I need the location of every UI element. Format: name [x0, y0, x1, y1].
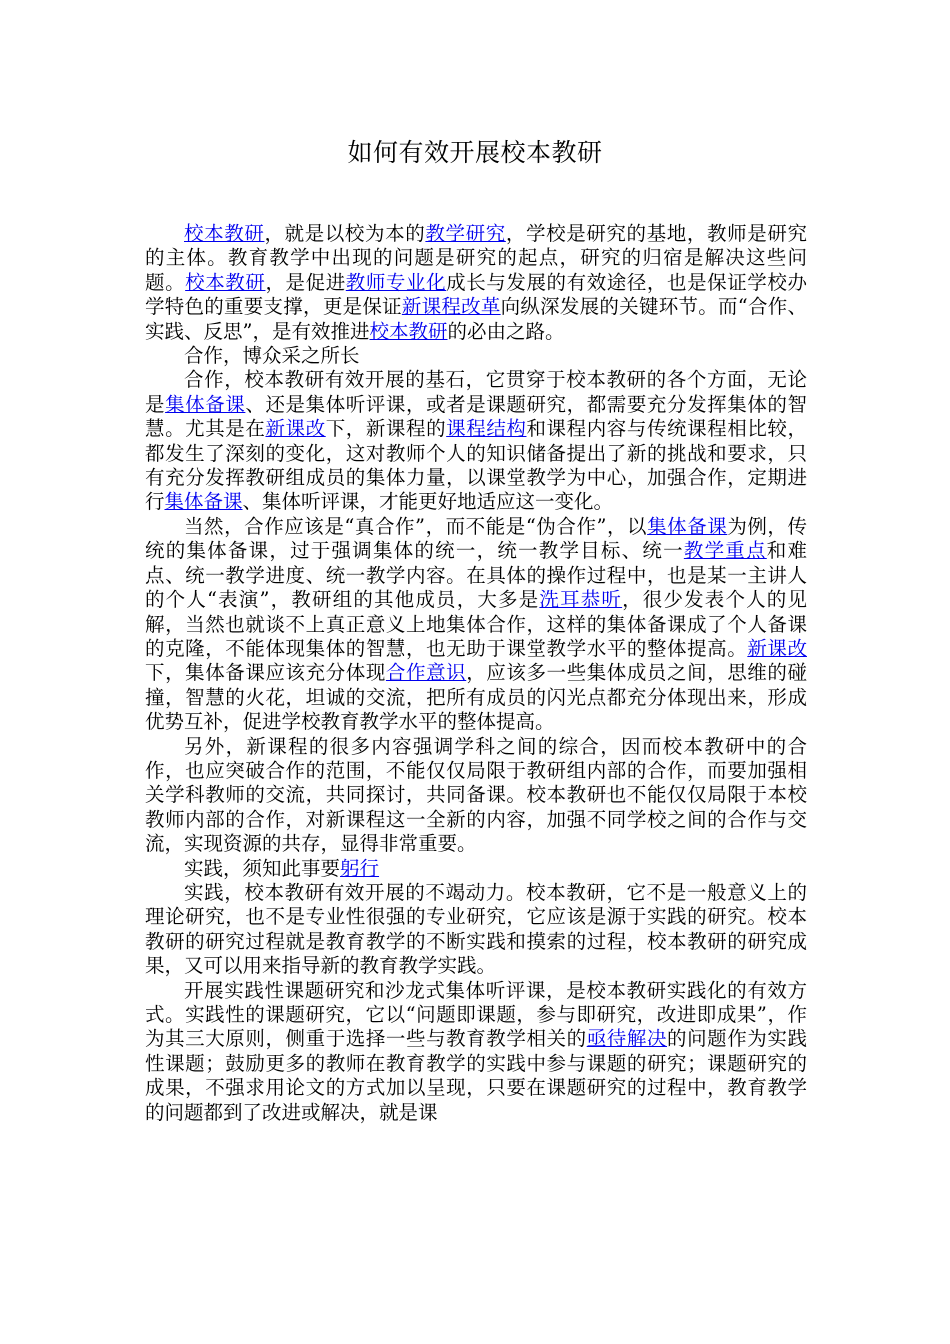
paragraph — [145, 222, 807, 344]
paragraph-text: 和难点、统一教学进度、统一教学内容。在具体的操作过程中，也是某一主讲人的个人“表演”，教研组的其他成员，大多是 — [145, 539, 807, 612]
paragraph — [145, 515, 807, 735]
keyword-link[interactable]: 集体备课 — [164, 490, 243, 514]
keyword-link[interactable]: 洗耳恭听 — [539, 588, 623, 612]
paragraph-text: ，是促进 — [265, 270, 346, 294]
paragraph-text: 为例，传统的集体备课，过于强调集体的统一，统一教学目标、统一 — [145, 514, 807, 563]
paragraph-text: 下，集体备课应该充分体现 — [145, 661, 386, 685]
paragraph — [145, 857, 807, 881]
paragraph — [145, 735, 807, 857]
paragraph-text: ，应该多一些集体成员之间，思维的碰撞，智慧的火花，坦诚的交流，把所有成员的闪光点都充分体现出来，形成优势互补，促进学校教育教学水平的整体提高。 — [145, 661, 807, 734]
paragraph-text: 的必由之路。 — [447, 319, 565, 343]
paragraph-text: 的问题作为实践性课题；鼓励更多的教师在教育教学的实践中参与课题的研究；课题研究的成果，不强求用论文的方式加以呈现，只要在课题研究的过程中，教育教学的问题都到了改进或解决，就是课 — [145, 1027, 807, 1124]
paragraph-text: 成长与发展的有效途径，也是保证学校办学特色的重要支撑，更是保证 — [145, 270, 807, 319]
keyword-link[interactable]: 集体备课 — [647, 514, 728, 538]
paragraph-text: 实践，校本教研有效开展的不竭动力。校本教研，它不是一般意义上的理论研究，也不是专业性很强的专业研究，它应该是源于实践的研究。校本教研的研究过程就是教育教学的不断实践和摸索的过程，校本教研的研究成果，又可以用来指导新的教育教学实践。 — [145, 880, 807, 978]
keyword-link[interactable]: 躬行 — [340, 856, 380, 880]
paragraph-text: ，就是以校为本的 — [264, 222, 426, 245]
paragraph-text: 另外，新课程的很多内容强调学科之间的综合，因而校本教研中的合作，也应突破合作的范围，不能仅仅局限于教研组内部的合作，而要加强相关学科教师的交流，共同探讨，共同备课。校本教研也不能仅仅局限于本校教师内部的合作，对新课程这一全新的内容，加强不同学校之间的合作与交流，实现资源的共存，显得非常重要。 — [145, 734, 807, 856]
paragraph-text: 、集体听评课，才能更好地适应这一变化。 — [242, 490, 614, 514]
keyword-link[interactable]: 新课程改革 — [401, 295, 501, 319]
document-title: 如何有效开展校本教研 — [347, 138, 603, 167]
paragraph-text: 合作，校本教研有效开展的基石，它贯穿于校本教研的各个方面，无论是 — [145, 368, 807, 416]
paragraph-text: 、还是集体听评课，或者是课题研究，都需要充分发挥集体的智慧。尤其是在 — [145, 392, 807, 441]
paragraph-text: 开展实践性课题研究和沙龙式集体听评课，是校本教研实践化的有效方式。实践性的课题研究，它以“问题即课题，参与即研究，改进即成果”，作为其三大原则，侧重于选择一些与教育教学相关的 — [145, 978, 807, 1051]
paragraph-text: 实践，须知此事要 — [184, 856, 341, 880]
keyword-link[interactable]: 校本教研 — [369, 319, 448, 343]
document-body — [145, 222, 807, 1125]
keyword-link[interactable]: 新课改 — [265, 417, 326, 441]
paragraph — [145, 368, 807, 514]
keyword-link[interactable]: 集体备课 — [165, 392, 246, 416]
paragraph-text: 向纵深发展的关键环节。而“合作、实践、反思”，是有效推进 — [145, 295, 807, 343]
keyword-link[interactable]: 教师专业化 — [345, 270, 447, 294]
paragraph-text: 当然，合作应该是“真合作”，而不能是“伪合作”，以 — [184, 514, 648, 538]
paragraph-text: 合作，博众采之所长 — [184, 344, 360, 368]
paragraph — [145, 344, 807, 368]
paragraph-text: 下，新课程的 — [325, 417, 447, 441]
paragraph — [145, 881, 807, 979]
keyword-link[interactable]: 合作意识 — [385, 661, 467, 685]
keyword-link[interactable]: 教学研究 — [425, 222, 506, 245]
keyword-link[interactable]: 校本教研 — [185, 270, 266, 294]
keyword-link[interactable]: 课程结构 — [446, 417, 527, 441]
keyword-link[interactable]: 亟待解决 — [586, 1027, 667, 1051]
paragraph — [145, 979, 807, 1125]
paragraph-text: ，很少发表个人的见解，当然也就谈不上真正意义上地集体合作，这样的集体备课成了个人备课的克隆，不能体现集体的智慧，也无助于课堂教学水平的整体提高。 — [145, 588, 807, 660]
keyword-link[interactable]: 新课改 — [747, 636, 807, 660]
keyword-link[interactable]: 校本教研 — [184, 222, 265, 245]
keyword-link[interactable]: 教学重点 — [683, 539, 767, 563]
paragraph-text: ，学校是研究的基地，教师是研究的主体。教育教学中出现的问题是研究的起点，研究的归宿是解决这些问题。 — [145, 222, 807, 294]
paragraph-text: 和课程内容与传统课程相比较，都发生了深刻的变化，这对教师个人的知识储备提出了新的挑战和要求，只有充分发挥教研组成员的集体力量，以课堂教学为中心，加强合作，定期进行 — [145, 417, 807, 514]
